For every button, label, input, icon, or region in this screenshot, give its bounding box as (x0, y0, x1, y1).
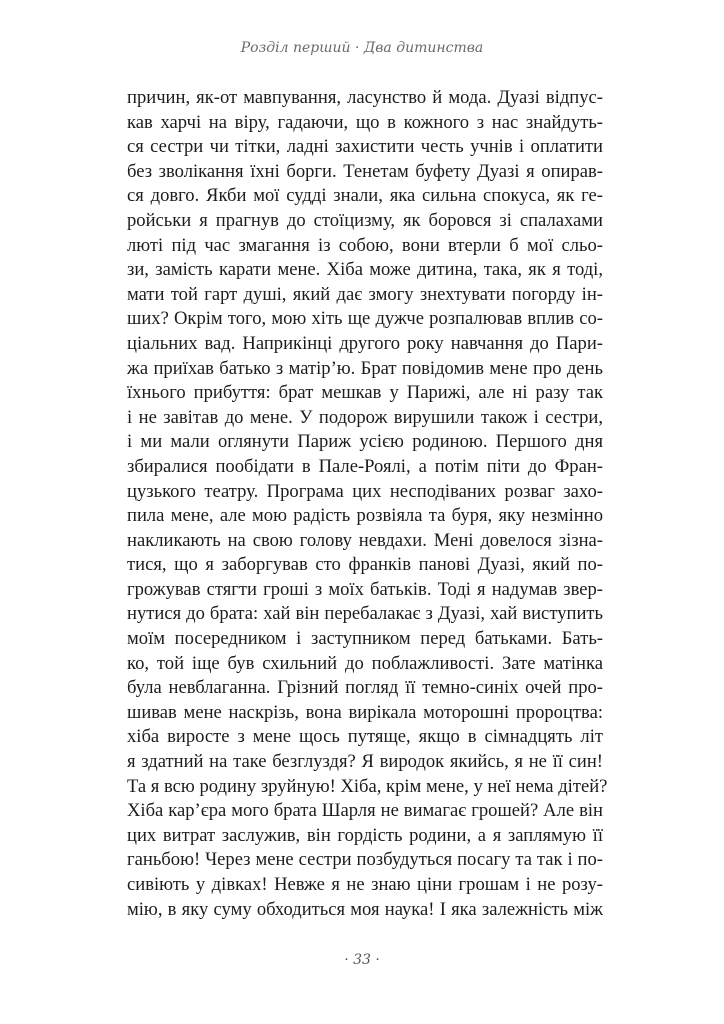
text-line: хіба виросте з мене щось путяще, якщо в сімнадцять літ (127, 726, 603, 748)
text-line: шивав мене наскрізь, вона вирікала моторошні пророцтва: (127, 701, 603, 723)
text-line: нутися до брата: хай він перебалакає з Дуазі, хай виступить (127, 603, 603, 625)
text-line: пила мене, але мою радість розвіяла та буря, яку незмінно (127, 505, 603, 527)
text-line: і ми мали оглянути Париж усією родиною. Першого дня (127, 431, 603, 453)
text-line: накликають на свою голову невдахи. Мені довелося зізна- (127, 529, 603, 551)
text-line: цузького театру. Програма цих несподіваних розваг захо- (127, 480, 603, 502)
text-line: кав харчі на віру, гадаючи, що в кожного з нас знайдуть- (127, 111, 603, 133)
text-line: зи, замість карати мене. Хіба може дитина, така, як я тоді, (127, 259, 603, 281)
text-line: я здатний на таке безглуздя? Я виродок якийсь, я не її син! (127, 751, 603, 773)
text-line: мію, в яку суму обходиться моя наука! І яка залежність між (127, 898, 603, 920)
text-line: без зволікання їхні борги. Тенетам буфету Дуазі я опирав- (127, 160, 603, 182)
text-line: Хіба кар’єра мого брата Шарля не вимагає грошей? Але він (127, 800, 603, 822)
text-line: збиралися пообідати в Пале-Роялі, а потім піти до Фран- (127, 455, 603, 477)
text-line: і не завітав до мене. У подорож вирушили також і сестри, (127, 406, 603, 428)
text-line: жа приїхав батько з матір’ю. Брат повідомив мене про день (127, 357, 603, 379)
text-line: цих витрат заслужив, він гордість родини, а я заплямую її (127, 824, 603, 846)
text-line: Та я всю родину зруйную! Хіба, крім мене, у неї нема дітей? (127, 775, 608, 797)
text-line: ся сестри чи тітки, ладні захистити честь учнів і оплатити (127, 136, 603, 158)
text-line: моїм посередником і заступником перед батьками. Бать- (127, 628, 603, 650)
page-number: · 33 · (344, 952, 380, 968)
text-line: ших? Окрім того, мою хіть ще дужче розпалював вплив со- (127, 308, 603, 330)
text-line: сивіють у дівках! Невже я не знаю ціни грошам і не розу- (127, 874, 603, 895)
text-line: ко, той іще був схильний до поблажливості. Зате матінка (127, 652, 603, 674)
text-line: мати той гарт душі, який дає змогу знехтувати погорду ін- (127, 283, 603, 305)
running-header: Розділ перший · Два дитинства (240, 40, 484, 56)
text-line: була невблаганна. Грізний погляд її темно-синіх очей про- (127, 677, 603, 699)
text-line: люті під час змагання із собою, вони втерли б мої сльо- (127, 234, 603, 256)
text-line: ройськи я прагнув до стоїцизму, як боровся зі спалахами (127, 209, 603, 231)
text-line: ганьбою! Через мене сестри позбудуться посагу та так і по- (127, 849, 603, 871)
text-line: причин, як-от мавпування, ласунство й мода. Дуазі відпус- (127, 87, 603, 108)
text-line: грожував стягти гроші з моїх батьків. Тоді я надумав звер- (127, 578, 603, 600)
text-line: ціальних вад. Наприкінці другого року навчання до Пари- (127, 332, 603, 354)
text-line: ся довго. Якби мої судді знали, яка сильна спокуса, як ге- (127, 185, 603, 207)
text-line: їхнього прибуття: брат мешкав у Парижі, але ні разу так (127, 382, 603, 404)
text-line: тися, що я заборгував сто франків панові Дуазі, який по- (127, 554, 603, 576)
body-text (127, 86, 608, 922)
